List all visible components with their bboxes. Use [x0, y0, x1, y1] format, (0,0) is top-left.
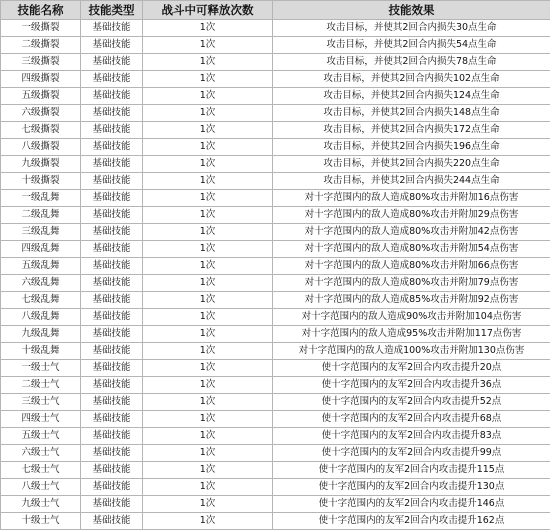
skill-type-cell: 基础技能: [81, 88, 143, 105]
skill-effect-cell: 使十字范围内的友军2回合内攻击提升68点: [273, 411, 550, 428]
table-row: [1, 360, 550, 377]
cast-count-cell: 1次: [143, 496, 273, 513]
table-row: [1, 37, 550, 54]
skill-effect-cell: 使十字范围内的友军2回合内攻击提升36点: [273, 377, 550, 394]
skill-effect-cell: 对十字范围内的敌人造成80%攻击并附加79点伤害: [273, 275, 550, 292]
skill-type-cell: 基础技能: [81, 105, 143, 122]
skill-type-cell: 基础技能: [81, 479, 143, 496]
header-skill-effect: 技能效果: [273, 1, 550, 20]
cast-count-cell: 1次: [143, 190, 273, 207]
table-row: [1, 105, 550, 122]
table-row: [1, 241, 550, 258]
table-row: [1, 20, 550, 37]
skill-name-cell: 七级士气: [1, 462, 81, 479]
cast-count-cell: 1次: [143, 411, 273, 428]
skill-name-cell: 九级撕裂: [1, 156, 81, 173]
skill-name-cell: 二级乱舞: [1, 207, 81, 224]
skill-type-cell: 基础技能: [81, 513, 143, 530]
skill-effect-cell: 对十字范围内的敌人造成90%攻击并附加104点伤害: [273, 309, 550, 326]
skill-effect-cell: 对十字范围内的敌人造成80%攻击并附加54点伤害: [273, 241, 550, 258]
table-row: [1, 88, 550, 105]
table-row: [1, 173, 550, 190]
skill-name-cell: 六级乱舞: [1, 275, 81, 292]
cast-count-cell: 1次: [143, 275, 273, 292]
cast-count-cell: 1次: [143, 309, 273, 326]
skill-type-cell: 基础技能: [81, 360, 143, 377]
skill-effect-cell: 攻击目标，并使其2回合内损失244点生命: [273, 173, 550, 190]
table-row: [1, 496, 550, 513]
cast-count-cell: 1次: [143, 37, 273, 54]
skill-type-cell: 基础技能: [81, 190, 143, 207]
skill-type-cell: 基础技能: [81, 445, 143, 462]
table-row: [1, 71, 550, 88]
skill-type-cell: 基础技能: [81, 71, 143, 88]
skill-effect-cell: 攻击目标，并使其2回合内损失30点生命: [273, 20, 550, 37]
cast-count-cell: 1次: [143, 479, 273, 496]
cast-count-cell: 1次: [143, 173, 273, 190]
cast-count-cell: 1次: [143, 20, 273, 37]
skill-type-cell: 基础技能: [81, 224, 143, 241]
table-row: [1, 445, 550, 462]
skill-type-cell: 基础技能: [81, 496, 143, 513]
skill-name-cell: 八级撕裂: [1, 139, 81, 156]
cast-count-cell: 1次: [143, 513, 273, 530]
table-row: [1, 309, 550, 326]
skill-name-cell: 六级士气: [1, 445, 81, 462]
skill-type-cell: 基础技能: [81, 394, 143, 411]
table-row: [1, 394, 550, 411]
skill-effect-cell: 对十字范围内的敌人造成85%攻击并附加92点伤害: [273, 292, 550, 309]
cast-count-cell: 1次: [143, 54, 273, 71]
skill-effect-cell: 使十字范围内的友军2回合内攻击提升99点: [273, 445, 550, 462]
cast-count-cell: 1次: [143, 258, 273, 275]
table-row: [1, 139, 550, 156]
cast-count-cell: 1次: [143, 428, 273, 445]
cast-count-cell: 1次: [143, 462, 273, 479]
table-row: [1, 462, 550, 479]
table-row: [1, 411, 550, 428]
cast-count-cell: 1次: [143, 156, 273, 173]
skill-name-cell: 七级撕裂: [1, 122, 81, 139]
skill-effect-cell: 使十字范围内的友军2回合内攻击提升146点: [273, 496, 550, 513]
skill-type-cell: 基础技能: [81, 122, 143, 139]
cast-count-cell: 1次: [143, 122, 273, 139]
skill-name-cell: 一级撕裂: [1, 20, 81, 37]
skill-name-cell: 四级士气: [1, 411, 81, 428]
cast-count-cell: 1次: [143, 326, 273, 343]
cast-count-cell: 1次: [143, 88, 273, 105]
table-row: [1, 224, 550, 241]
skill-name-cell: 三级乱舞: [1, 224, 81, 241]
skill-name-cell: 九级乱舞: [1, 326, 81, 343]
skill-type-cell: 基础技能: [81, 292, 143, 309]
cast-count-cell: 1次: [143, 445, 273, 462]
cast-count-cell: 1次: [143, 224, 273, 241]
table-row: [1, 479, 550, 496]
skill-type-cell: 基础技能: [81, 207, 143, 224]
table-row: [1, 190, 550, 207]
table-row: [1, 343, 550, 360]
skill-type-cell: 基础技能: [81, 326, 143, 343]
cast-count-cell: 1次: [143, 292, 273, 309]
table-row: [1, 258, 550, 275]
skill-name-cell: 七级乱舞: [1, 292, 81, 309]
skill-type-cell: 基础技能: [81, 411, 143, 428]
skill-effect-cell: 使十字范围内的友军2回合内攻击提升52点: [273, 394, 550, 411]
skill-effect-cell: 攻击目标，并使其2回合内损失148点生命: [273, 105, 550, 122]
skill-type-cell: 基础技能: [81, 258, 143, 275]
table-body: [1, 20, 550, 530]
skill-name-cell: 四级乱舞: [1, 241, 81, 258]
skill-effect-cell: 使十字范围内的友军2回合内攻击提升115点: [273, 462, 550, 479]
table-row: [1, 275, 550, 292]
skill-name-cell: 九级士气: [1, 496, 81, 513]
cast-count-cell: 1次: [143, 394, 273, 411]
cast-count-cell: 1次: [143, 343, 273, 360]
skill-name-cell: 二级士气: [1, 377, 81, 394]
table-row: [1, 377, 550, 394]
skill-name-cell: 五级乱舞: [1, 258, 81, 275]
skill-effect-cell: 使十字范围内的友军2回合内攻击提升20点: [273, 360, 550, 377]
skill-type-cell: 基础技能: [81, 343, 143, 360]
skill-effect-cell: 对十字范围内的敌人造成100%攻击并附加130点伤害: [273, 343, 550, 360]
table-row: [1, 207, 550, 224]
cast-count-cell: 1次: [143, 377, 273, 394]
skill-effect-cell: 攻击目标，并使其2回合内损失78点生命: [273, 54, 550, 71]
skill-type-cell: 基础技能: [81, 275, 143, 292]
skill-effect-cell: 攻击目标，并使其2回合内损失196点生命: [273, 139, 550, 156]
table-row: [1, 428, 550, 445]
skill-name-cell: 一级士气: [1, 360, 81, 377]
skill-effect-cell: 攻击目标，并使其2回合内损失102点生命: [273, 71, 550, 88]
skill-type-cell: 基础技能: [81, 377, 143, 394]
skill-type-cell: 基础技能: [81, 139, 143, 156]
skill-name-cell: 十级乱舞: [1, 343, 81, 360]
table-row: [1, 122, 550, 139]
header-row: [1, 1, 550, 20]
header-cast-count: 战斗中可释放次数: [143, 1, 273, 20]
skill-name-cell: 五级撕裂: [1, 88, 81, 105]
cast-count-cell: 1次: [143, 139, 273, 156]
cast-count-cell: 1次: [143, 360, 273, 377]
skill-name-cell: 一级乱舞: [1, 190, 81, 207]
cast-count-cell: 1次: [143, 71, 273, 88]
skill-type-cell: 基础技能: [81, 37, 143, 54]
skill-type-cell: 基础技能: [81, 156, 143, 173]
skill-effect-cell: 攻击目标，并使其2回合内损失172点生命: [273, 122, 550, 139]
skill-type-cell: 基础技能: [81, 20, 143, 37]
skill-type-cell: 基础技能: [81, 428, 143, 445]
skill-type-cell: 基础技能: [81, 309, 143, 326]
cast-count-cell: 1次: [143, 241, 273, 258]
table-row: [1, 292, 550, 309]
skill-effect-cell: 攻击目标，并使其2回合内损失54点生命: [273, 37, 550, 54]
skill-effect-cell: 对十字范围内的敌人造成95%攻击并附加117点伤害: [273, 326, 550, 343]
skill-effect-cell: 对十字范围内的敌人造成80%攻击并附加16点伤害: [273, 190, 550, 207]
skill-effect-cell: 使十字范围内的友军2回合内攻击提升130点: [273, 479, 550, 496]
skill-effect-cell: 使十字范围内的友军2回合内攻击提升83点: [273, 428, 550, 445]
skill-type-cell: 基础技能: [81, 241, 143, 258]
skill-name-cell: 四级撕裂: [1, 71, 81, 88]
skill-type-cell: 基础技能: [81, 462, 143, 479]
skill-effect-cell: 对十字范围内的敌人造成80%攻击并附加66点伤害: [273, 258, 550, 275]
table-header: [1, 1, 550, 20]
skill-type-cell: 基础技能: [81, 173, 143, 190]
skill-effect-cell: 对十字范围内的敌人造成80%攻击并附加29点伤害: [273, 207, 550, 224]
skill-name-cell: 六级撕裂: [1, 105, 81, 122]
skill-name-cell: 八级乱舞: [1, 309, 81, 326]
skill-name-cell: 三级撕裂: [1, 54, 81, 71]
skill-effect-cell: 对十字范围内的敌人造成80%攻击并附加42点伤害: [273, 224, 550, 241]
skill-name-cell: 十级士气: [1, 513, 81, 530]
skill-name-cell: 十级撕裂: [1, 173, 81, 190]
header-skill-name: 技能名称: [1, 1, 81, 20]
skill-name-cell: 三级士气: [1, 394, 81, 411]
skill-name-cell: 二级撕裂: [1, 37, 81, 54]
cast-count-cell: 1次: [143, 105, 273, 122]
skill-effect-cell: 使十字范围内的友军2回合内攻击提升162点: [273, 513, 550, 530]
cast-count-cell: 1次: [143, 207, 273, 224]
table-row: [1, 326, 550, 343]
table-row: [1, 156, 550, 173]
table-row: [1, 513, 550, 530]
table-row: [1, 54, 550, 71]
skill-effect-cell: 攻击目标，并使其2回合内损失124点生命: [273, 88, 550, 105]
skill-name-cell: 五级士气: [1, 428, 81, 445]
header-skill-type: 技能类型: [81, 1, 143, 20]
skill-name-cell: 八级士气: [1, 479, 81, 496]
skill-type-cell: 基础技能: [81, 54, 143, 71]
skill-effect-cell: 攻击目标，并使其2回合内损失220点生命: [273, 156, 550, 173]
